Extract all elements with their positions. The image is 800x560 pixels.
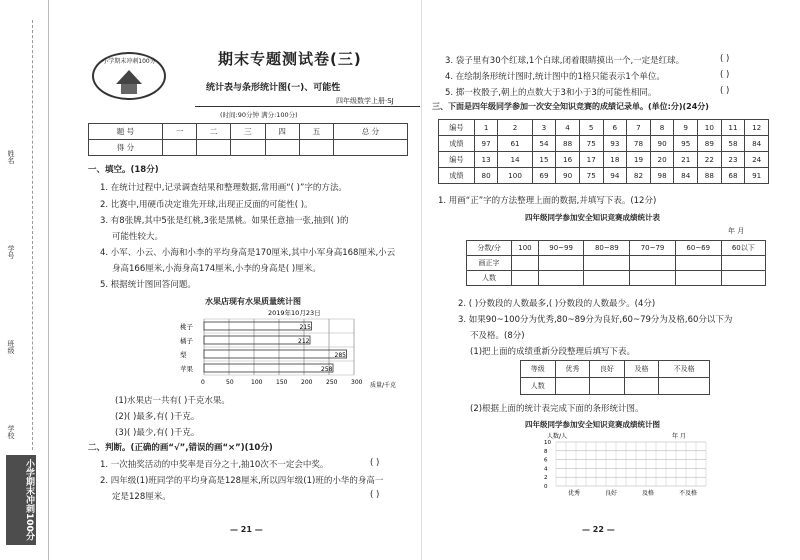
- record-cell: 89: [698, 136, 722, 152]
- record-row: [439, 136, 769, 152]
- level-table: [520, 360, 710, 395]
- fruit-bar: [204, 350, 347, 358]
- s2-q5-paren: ( ): [720, 86, 730, 96]
- record-cell: 成绩: [439, 136, 475, 152]
- binding-dash-line: [32, 20, 34, 450]
- tally-table-date: 年 月: [728, 227, 745, 235]
- page-number-right: — 22 —: [582, 525, 615, 534]
- level-row-label: 人数: [521, 378, 556, 395]
- fruit-bar-value: 215: [299, 324, 311, 331]
- record-cell: 90: [650, 136, 674, 152]
- student-id-field-label: 学号: [7, 245, 15, 259]
- score-cell: [197, 140, 231, 156]
- score-cell: [231, 140, 265, 156]
- score-chart-y-tick: 6: [544, 457, 548, 464]
- level-cell: [659, 378, 710, 395]
- header-rule: [195, 106, 420, 107]
- tally-cell: [721, 271, 765, 286]
- s3-q3-sub1: (1)把上面的成绩重新分段整理后填写下表。: [470, 347, 636, 357]
- tally-cell: [584, 256, 630, 271]
- score-header-cell: 一: [162, 124, 196, 140]
- record-cell: 24: [745, 152, 769, 168]
- record-cell: 22: [698, 152, 722, 168]
- s3-q1: 1. 用画“正”字的方法整理上面的数据,并填写下表。(12分): [438, 196, 657, 206]
- record-cell: 9: [674, 120, 698, 136]
- s3-q2: 2. ( )分数段的人数最多,( )分数段的人数最少。(4分): [458, 299, 656, 309]
- brand-label: 小学期末冲刺100分: [6, 455, 36, 545]
- s1-q4b: 身高166厘米,小海身高174厘米,小李的身高是( )厘米。: [112, 264, 321, 274]
- score-header-cell: 二: [197, 124, 231, 140]
- fruit-tick-label: 50: [226, 379, 234, 386]
- score-chart-date: 年 月: [672, 433, 686, 440]
- score-chart-category: 优秀: [568, 490, 581, 497]
- tally-header-cell: 60以下: [721, 241, 765, 256]
- score-chart-y-tick: 4: [544, 466, 548, 473]
- tally-header-cell: 分数/分: [467, 241, 512, 256]
- record-cell: 88: [698, 168, 722, 184]
- fruit-category-label: 橘子: [180, 337, 193, 345]
- s2-q2b: 定是128厘米。: [112, 492, 171, 502]
- record-cell: 编号: [439, 152, 475, 168]
- s2-q2a: 2. 四年级(1)班同学的平均身高是128厘米,所以四年级(1)班的小华的身高一: [100, 476, 384, 486]
- level-cell: [555, 378, 590, 395]
- s1-q4a: 4. 小军、小云、小海和小李的平均身高是170厘米,其中小军身高168厘米,小云: [100, 248, 396, 258]
- record-cell: 94: [603, 168, 627, 184]
- record-cell: 75: [579, 168, 603, 184]
- s2-q1-paren: ( ): [370, 458, 380, 468]
- fruit-tick-label: 300: [351, 379, 363, 386]
- record-cell: 2: [498, 120, 532, 136]
- s2-q2-paren: ( ): [370, 490, 380, 500]
- section3-title: 三、下面是四年级同学参加一次安全知识竞赛的成绩记录单。(单位:分)(24分): [432, 102, 709, 111]
- record-cell: 84: [745, 136, 769, 152]
- score-cell: [299, 140, 333, 156]
- s2-q4-paren: ( ): [720, 70, 730, 80]
- record-cell: 8: [650, 120, 674, 136]
- record-cell: 11: [721, 120, 745, 136]
- record-cell: 80: [474, 168, 498, 184]
- s1-sub3: (3)( )最少,有( )千克。: [115, 428, 200, 438]
- level-header-cell: 及格: [624, 361, 659, 378]
- fruit-bar: [204, 322, 312, 330]
- s2-q3: 3. 袋子里有30个红球,1个白球,闭着眼睛摸出一个,一定是红球。: [445, 56, 685, 66]
- score-chart-title: 四年级同学参加安全知识竞赛成绩统计图: [525, 420, 660, 429]
- name-field-label: 姓名: [7, 150, 15, 164]
- level-header-cell: 良好: [590, 361, 625, 378]
- record-cell: 17: [579, 152, 603, 168]
- score-chart-y-tick: 2: [544, 475, 548, 482]
- page-subtitle: 统计表与条形统计图(一)、可能性: [206, 83, 341, 93]
- logo-badge: [92, 52, 166, 100]
- level-header-cell: 不及格: [659, 361, 710, 378]
- score-header-cell: 五: [299, 124, 333, 140]
- tally-header-cell: 100: [512, 241, 539, 256]
- record-cell: 69: [532, 168, 556, 184]
- record-cell: 97: [474, 136, 498, 152]
- record-cell: 21: [674, 152, 698, 168]
- record-cell: 3: [532, 120, 556, 136]
- tally-header-cell: 70~79: [630, 241, 676, 256]
- fruit-bar-value: 285: [334, 352, 346, 359]
- s3-q3b: 不及格。(8分): [470, 331, 525, 341]
- record-cell: 16: [556, 152, 580, 168]
- tally-cell: [675, 271, 721, 286]
- s1-q5: 5. 根据统计图回答问题。: [100, 280, 196, 290]
- s1-q3b: 可能性较大。: [112, 232, 164, 242]
- record-cell: 58: [721, 136, 745, 152]
- record-row: [439, 120, 769, 136]
- level-cell: [624, 378, 659, 395]
- s1-sub1: (1)水果店一共有( )千克水果。: [115, 396, 230, 406]
- tally-row-label: 画正字: [467, 256, 512, 271]
- record-cell: 1: [474, 120, 498, 136]
- s2-q1: 1. 一次抽奖活动的中奖率是百分之十,抽10次不一定会中奖。: [100, 460, 329, 470]
- page-number-left: — 21 —: [230, 525, 263, 534]
- s3-q3a: 3. 如果90~100分为优秀,80~89分为良好,60~79分为及格,60分以下为: [458, 315, 733, 325]
- record-cell: 7: [627, 120, 651, 136]
- score-cell: [333, 140, 407, 156]
- level-header-cell: 优秀: [555, 361, 590, 378]
- score-chart-category: 不及格: [679, 490, 698, 497]
- page-divider: [421, 0, 422, 560]
- s1-sub2: (2)( )最多,有( )千克。: [115, 412, 200, 422]
- tally-header-cell: 90~99: [538, 241, 584, 256]
- record-cell: 15: [532, 152, 556, 168]
- record-table: [438, 119, 769, 184]
- record-cell: 20: [650, 152, 674, 168]
- fruit-chart-title: 水果店现有水果质量统计图: [205, 297, 301, 306]
- record-cell: 12: [745, 120, 769, 136]
- record-row: [439, 168, 769, 184]
- record-cell: 78: [627, 136, 651, 152]
- grade-label: 四年级数学上册·SJ: [336, 97, 394, 105]
- record-cell: 18: [603, 152, 627, 168]
- score-chart-y-label: 人数/人: [547, 433, 568, 440]
- page-title: 期末专题测试卷(三): [218, 50, 362, 68]
- fruit-bar: [204, 336, 310, 344]
- record-cell: 6: [603, 120, 627, 136]
- score-chart: [540, 430, 730, 498]
- tally-table-title: 四年级同学参加安全知识竞赛成绩统计表: [525, 213, 660, 222]
- fruit-chart: [170, 305, 410, 390]
- fruit-category-label: 桃子: [180, 323, 193, 331]
- record-cell: 54: [532, 136, 556, 152]
- score-cell: [265, 140, 299, 156]
- side-binding-strip: [0, 0, 49, 560]
- section2-title: 二、判断。(正确的画“√”,错误的画“×”)(10分): [88, 443, 273, 453]
- fruit-chart-date: 2019年10月23日: [268, 309, 321, 317]
- tally-cell: [675, 256, 721, 271]
- score-table: [88, 123, 408, 156]
- record-cell: 成绩: [439, 168, 475, 184]
- record-cell: 84: [674, 168, 698, 184]
- s1-q3a: 3. 有8张牌,其中5张是红桃,3张是黑桃。如果任意抽一张,抽到( )的: [100, 216, 349, 226]
- record-cell: 10: [698, 120, 722, 136]
- record-row: [439, 152, 769, 168]
- time-info: (时间:90分钟 满分:100分): [220, 111, 298, 119]
- record-cell: 95: [674, 136, 698, 152]
- record-cell: 13: [474, 152, 498, 168]
- fruit-tick-label: 100: [251, 379, 263, 386]
- score-header-cell: 三: [231, 124, 265, 140]
- record-cell: 98: [650, 168, 674, 184]
- tally-cell: [512, 271, 539, 286]
- fruit-tick-label: 250: [326, 379, 338, 386]
- school-field-label: 学校: [7, 425, 15, 439]
- record-cell: 88: [556, 136, 580, 152]
- class-field-label: 班级: [7, 340, 15, 354]
- fruit-bar: [204, 364, 333, 372]
- tally-header-cell: 80~89: [584, 241, 630, 256]
- score-chart-y-tick: 0: [544, 484, 548, 490]
- s2-q3-paren: ( ): [720, 54, 730, 64]
- record-cell: 90: [556, 168, 580, 184]
- record-cell: 编号: [439, 120, 475, 136]
- record-cell: 5: [579, 120, 603, 136]
- fruit-category-label: 苹果: [180, 365, 193, 373]
- s1-q1: 1. 在统计过程中,记录调查结果和整理数据,常用画“( )”字的方法。: [100, 183, 347, 193]
- record-cell: 61: [498, 136, 532, 152]
- record-cell: 14: [498, 152, 532, 168]
- fruit-bar-value: 258: [321, 366, 333, 373]
- tally-cell: [538, 271, 584, 286]
- score-header-cell: 题 号: [89, 124, 163, 140]
- level-cell: [590, 378, 625, 395]
- score-row-label: 得 分: [89, 140, 163, 156]
- tally-cell: [630, 271, 676, 286]
- tally-cell: [512, 256, 539, 271]
- s2-q4: 4. 在绘制条形统计图时,统计图中的1格只能表示1个单位。: [445, 72, 665, 82]
- record-cell: 100: [498, 168, 532, 184]
- fruit-chart-x-unit: 质量/千克: [370, 382, 397, 389]
- record-cell: 82: [627, 168, 651, 184]
- fruit-tick-label: 150: [276, 379, 288, 386]
- fruit-tick-label: 200: [301, 379, 313, 386]
- record-cell: 4: [556, 120, 580, 136]
- fruit-tick-label: 0: [201, 379, 205, 386]
- record-cell: 91: [745, 168, 769, 184]
- s2-q5: 5. 掷一枚骰子,朝上的点数大于3和小于3的可能性相同。: [445, 88, 657, 98]
- tally-cell: [584, 271, 630, 286]
- s1-q2: 2. 比赛中,用硬币决定谁先开球,出现正反面的可能性( )。: [100, 200, 313, 210]
- record-cell: 93: [603, 136, 627, 152]
- tally-cell: [721, 256, 765, 271]
- fruit-bar-value: 212: [298, 338, 310, 345]
- record-cell: 23: [721, 152, 745, 168]
- tally-cell: [630, 256, 676, 271]
- logo-text: 小学期末冲刺100分: [102, 58, 156, 65]
- level-header-cell: 等级: [521, 361, 556, 378]
- s3-q3-sub2: (2)根据上面的统计表完成下面的条形统计图。: [470, 404, 644, 414]
- score-cell: [162, 140, 196, 156]
- fruit-category-label: 梨: [180, 351, 187, 359]
- score-chart-y-tick: 8: [544, 448, 548, 455]
- tally-header-cell: 60~69: [675, 241, 721, 256]
- tally-table: [466, 240, 766, 286]
- section1-title: 一、填空。(18分): [88, 165, 159, 175]
- score-chart-category: 及格: [642, 490, 655, 497]
- score-chart-category: 良好: [605, 490, 618, 497]
- record-cell: 68: [721, 168, 745, 184]
- tally-cell: [538, 256, 584, 271]
- record-cell: 75: [579, 136, 603, 152]
- record-cell: 19: [627, 152, 651, 168]
- score-chart-y-tick: 10: [544, 440, 551, 446]
- score-header-cell: 四: [265, 124, 299, 140]
- score-header-cell: 总 分: [333, 124, 407, 140]
- tally-row-label: 人数: [467, 271, 512, 286]
